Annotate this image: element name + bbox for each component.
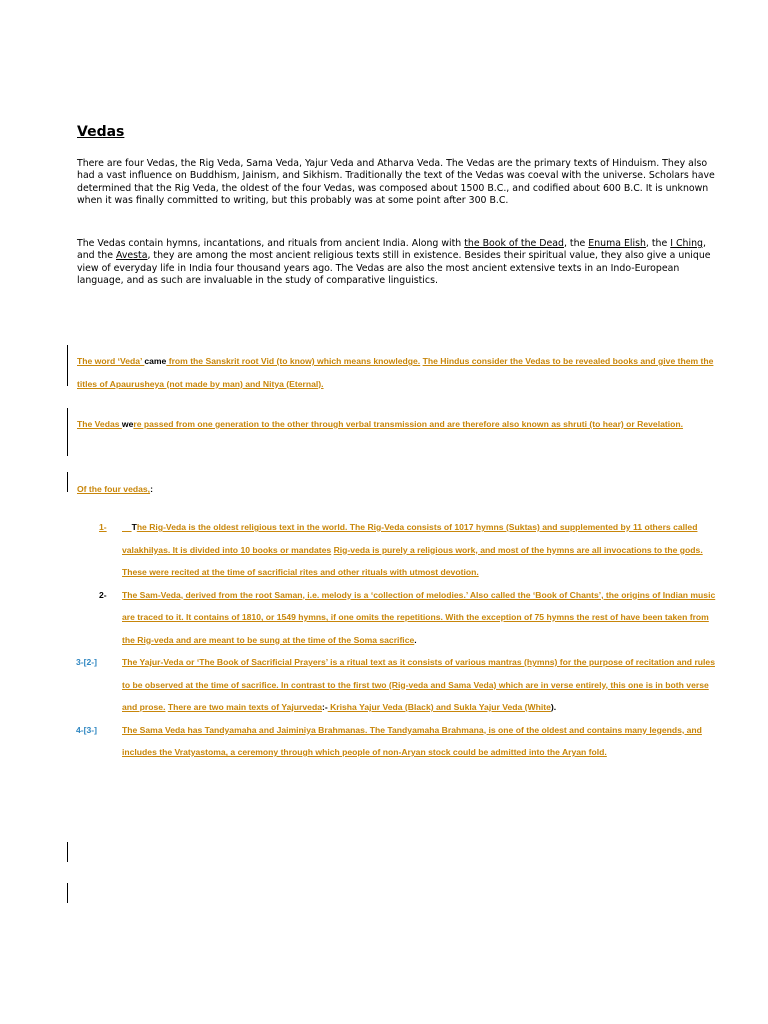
change-bar (67, 408, 68, 456)
tracked-paragraph-3 (77, 478, 727, 501)
intro-paragraph-2 (77, 238, 717, 287)
intro-paragraph-1: There are four Vedas, the Rig Veda, Sama Veda, Yajur Veda and Atharva Veda. The Vedas are the primary texts of Hinduism. They also had a vast influence on Buddhism, Jainism, and Sikhism. Traditionally the text of the Vedas was coeval with the universe. Scholars have determined that the Rig Veda, the oldest of the four Vedas, was composed about 1500 B.C., and codified about 600 B.C. It is unknown when it was finally committed to writing, but this probably was at some point after 300 B.C. (77, 158, 715, 206)
change-bar (67, 842, 68, 862)
inserted-text: The Yajur-Veda or ‘The Book of Sacrificial Prayers’ is a ritual text as it consists of various mantras (hymns) for the purpose of recitation and rules to be observed at the time of sacrifice. In contrast to the first two (Rig-veda and Sama Veda) which are in verse entirely, this one is in both verse and prose. (122, 657, 715, 712)
inserted-text: The word ‘Veda’ (77, 356, 145, 366)
list-number: 1- (99, 522, 107, 532)
list-item (76, 719, 724, 764)
inserted-text: Rig-veda is purely a religious work, and most of the hymns are all invocations to the gods. These were recited at the time of sacrificial rites and other rituals with utmost devotion. (122, 544, 703, 577)
list-item (99, 584, 724, 652)
text-run: , the (563, 238, 589, 249)
text-run: The Vedas contain hymns, incantations, and rituals from ancient India. Along with (77, 238, 465, 249)
text-run: . (414, 634, 417, 645)
list-number: 2- (99, 589, 107, 600)
inserted-text: The Vedas (77, 419, 122, 429)
inserted-text (122, 522, 132, 532)
page-title: Vedas (77, 124, 125, 140)
list-item (76, 651, 724, 719)
link-enuma-elish[interactable]: Enuma Elish (588, 238, 646, 249)
text-run: T (131, 522, 137, 532)
inserted-text: The Hindus consider the Vedas to be revealed books and give them the titles of Apaurusheya (not made by man) and Nitya (Eternal). (77, 356, 714, 389)
change-bar (67, 345, 68, 386)
inserted-text: Of the four vedas, (77, 484, 151, 494)
list-number: 3-[2-] (76, 657, 98, 667)
text-run: : (150, 484, 153, 494)
inserted-text: There are two main texts of Yajurveda (167, 702, 322, 712)
vedas-list (76, 516, 724, 764)
inserted-text: he Rig-Veda is the oldest religious text in the world. The Rig-Veda consists of 1017 hymns (Suktas) and supplemented by 11 others called valakhilyas. It is divided into 10 books or mandates (122, 522, 698, 555)
text-run: came (144, 356, 167, 366)
text-run: ). (550, 702, 557, 712)
change-bar (67, 472, 68, 492)
inserted-text: The Sam-Veda, derived from the root Saman, i.e. melody is a ‘collection of melodies.’ Also called the ‘Book of Chants’, the origins of Indian music are traced to it. It contains of 1810, or 1549 hymns, if one omits the repetitions. With the exception of 75 hymns the rest of have been taken from the Rig-veda and are meant to be sung at the time of the Soma sacrifice (122, 589, 716, 645)
text-run: we (121, 419, 134, 429)
inserted-text: from the Sanskrit root Vid (to know) which means knowledge. (166, 356, 421, 366)
inserted-text: Krisha Yajur Veda (Black) and Sukla Yajur Veda (White (327, 702, 551, 712)
tracked-paragraph-1 (77, 350, 727, 395)
list-item (99, 516, 724, 584)
text-run: :- (321, 702, 328, 712)
tracked-paragraph-2 (77, 413, 727, 436)
link-book-of-the-dead[interactable]: the Book of the Dead (464, 238, 564, 249)
text-run: , they are among the most ancient religious texts still in existence. Besides their spiritual value, they also give a unique view of everyday life in India four thousand years ago. The Vedas are also the most ancient extensive texts in an Indo-European language, and as such are invaluable in the study of comparative linguistics. (77, 250, 711, 286)
link-i-ching[interactable]: I Ching (670, 238, 703, 249)
inserted-text: re passed from one generation to the other through verbal transmission and are therefore also known as shruti (to hear) or Revelation. (133, 419, 684, 429)
text-run: , the (645, 238, 671, 249)
change-bar (67, 883, 68, 903)
inserted-text: The Sama Veda has Tandyamaha and Jaiminiya Brahmanas. The Tandyamaha Brahmana, is one of the oldest and contains many legends, and includes the Vratyastoma, a ceremony through which people of non-Aryan stock could be admitted into the Aryan fold. (122, 724, 702, 757)
text-run: , and the (77, 238, 706, 262)
list-number: 4-[3-] (76, 724, 98, 735)
link-avesta[interactable]: Avesta (115, 250, 148, 262)
